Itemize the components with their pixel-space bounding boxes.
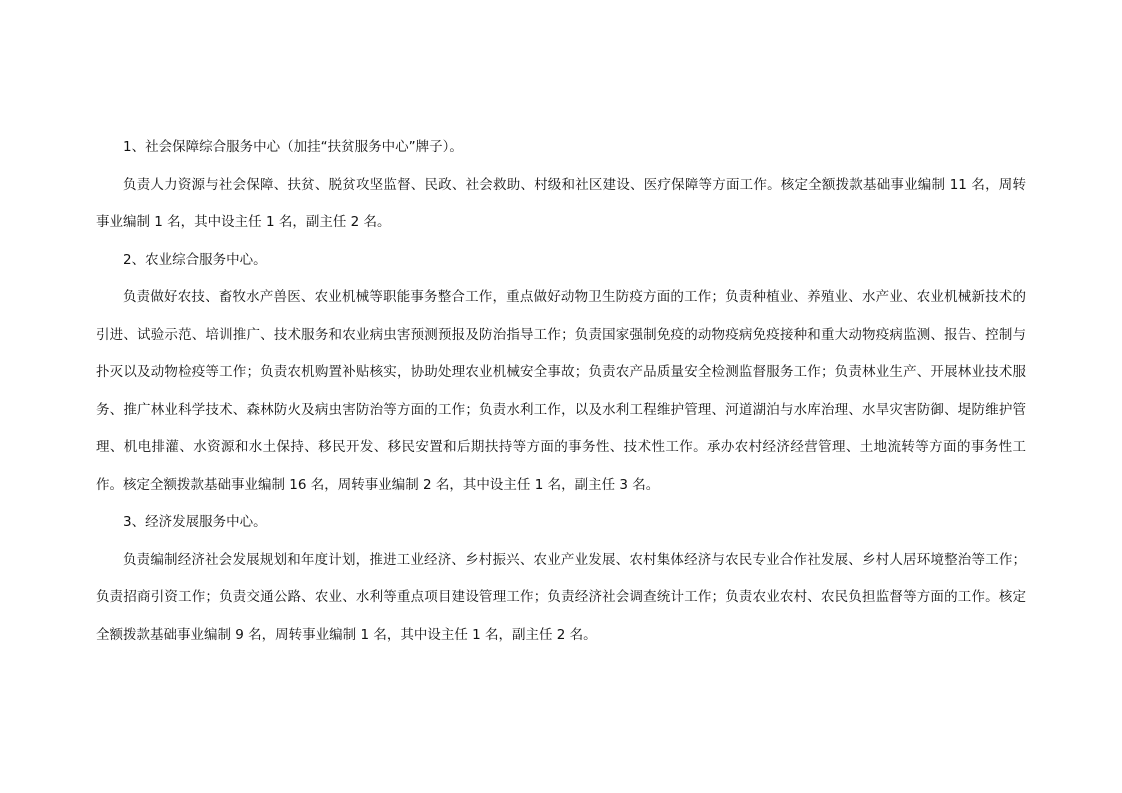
section-2-body: 负责做好农技、畜牧水产兽医、农业机械等职能事务整合工作，重点做好动物卫生防疫方面的工作；负责种植业、养殖业、水产业、农业机械新技术的引进、试验示范、培训推广、技术服务和农业病虫害预测预报及防治指导工作；负责国家强制免疫的动物疫病免疫接种和重大动物疫病监测、报告、控制与扑灭以及动物检疫等工作；负责农机购置补贴核实，协助处理农业机械安全事故；负责农产品质量安全检测监督服务工作；负责林业生产、开展林业技术服务、推广林业科学技术、森林防火及病虫害防治等方面的工作；负责水利工作，以及水利工程维护管理、河道湖泊与水库治理、水旱灾害防御、堤防维护管理、机电排灌、水资源和水土保持、移民开发、移民安置和后期扶持等方面的事务性、技术性工作。承办农村经济经营管理、土地流转等方面的事务性工作。核定全额拨款基础事业编制 16 名，周转事业编制 2 名，其中设主任 1 名，副主任 3 名。 [96, 289, 1026, 493]
section-3-body: 负责编制经济社会发展规划和年度计划，推进工业经济、乡村振兴、农业产业发展、农村集体经济与农民专业合作社发展、乡村人居环境整治等工作；负责招商引资工作；负责交通公路、农业、水利等重点项目建设管理工作；负责经济社会调查统计工作；负责农业农村、农民负担监督等方面的工作。核定全额拨款基础事业编制 9 名，周转事业编制 1 名，其中设主任 1 名，副主任 2 名。 [96, 551, 1026, 643]
section-1-body: 负责人力资源与社会保障、扶贫、脱贫攻坚监督、民政、社会救助、村级和社区建设、医疗保障等方面工作。核定全额拨款基础事业编制 11 名，周转事业编制 1 名，其中设主任 1 名，副主任 2 名。 [96, 176, 1026, 230]
document-page [96, 129, 1026, 654]
section-3-heading: 3、经济发展服务中心。 [123, 514, 267, 530]
section-2-heading: 2、农业综合服务中心。 [123, 251, 267, 268]
section-1-heading: 1、社会保障综合服务中心（加挂“扶贫服务中心”牌子）。 [123, 139, 463, 155]
